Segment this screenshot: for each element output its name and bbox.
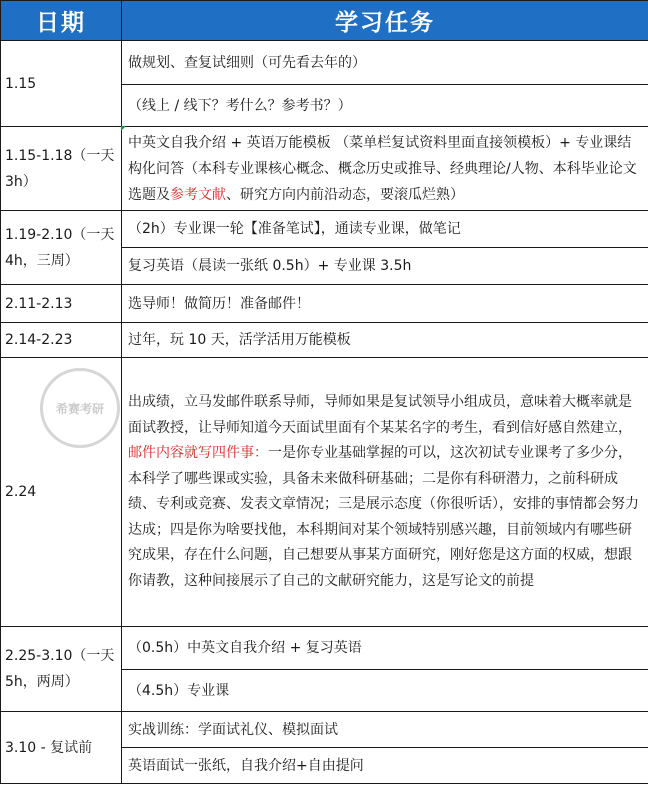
task-cell: （4.5h）专业课 bbox=[122, 670, 648, 712]
header-task: 学习任务 bbox=[122, 1, 648, 41]
date-cell: 1.19-2.10（一天 4h，三周） bbox=[1, 211, 122, 285]
table-header-row bbox=[1, 1, 648, 41]
task-text: 中英文自我介绍 + 英语万能模板 （菜单栏复试资料里面直接领模板）+ 专业课结构化问答（本科专业课核心概念、概念历史或推导、经典理论/人物、本科毕业论文选题及 bbox=[128, 134, 637, 203]
task-cell bbox=[122, 358, 648, 627]
task-cell: 做规划、查复试细则（可先看去年的） bbox=[122, 41, 648, 85]
date-cell: 1.15-1.18（一天 3h） bbox=[1, 127, 122, 211]
task-cell: （0.5h）中英文自我介绍 + 复习英语 bbox=[122, 627, 648, 670]
task-cell: 复习英语（晨读一张纸 0.5h）+ 专业课 3.5h bbox=[122, 248, 648, 285]
task-cell: 英语面试一张纸，自我介绍+自由提问 bbox=[122, 748, 648, 784]
table-row bbox=[1, 211, 648, 248]
task-highlight: 邮件内容就写四件事： bbox=[128, 445, 268, 461]
date-cell: 2.24 bbox=[1, 358, 122, 627]
task-highlight: 参考文献 bbox=[170, 186, 226, 203]
watermark-text: 希赛考研 bbox=[55, 401, 104, 416]
table-row bbox=[1, 285, 648, 323]
task-cell: 选导师！做简历！准备邮件！ bbox=[122, 285, 648, 323]
watermark-logo bbox=[40, 368, 120, 448]
date-cell: 1.15 bbox=[1, 41, 122, 127]
task-cell bbox=[122, 127, 648, 211]
task-cell: 实战训练：学面试礼仪、模拟面试 bbox=[122, 712, 648, 748]
task-cell: （线上 / 线下？考什么？参考书？） bbox=[122, 85, 648, 127]
table-row bbox=[1, 323, 648, 358]
table-row bbox=[1, 41, 648, 85]
header-date: 日期 bbox=[1, 1, 122, 41]
task-text: 一是你专业基础掌握的可以，这次初试专业课考了多少分，本科学了哪些课或实验，具备未来做科研基础；二是你有科研潜力，之前科研成绩、专利或竞赛、发表文章情况；三是展示态度（你很听话），安排的事情都会努力达成；四是你为啥要找他，本科期间对某个领域特别感兴趣，目前领域内有哪些研究成果，存在什么问题，自己想要从事某方面研究，刚好您是这方面的权威，想跟你请教，这种间接展示了自己的文献研究能力，这是写论文的前提 bbox=[128, 445, 639, 589]
task-text: 、研究方向内前沿动态，要滚瓜烂熟） bbox=[226, 186, 464, 203]
table-row bbox=[1, 127, 648, 211]
task-cell: （2h）专业课一轮【准备笔试】，通读专业课，做笔记 bbox=[122, 211, 648, 248]
cell-comment-marker bbox=[121, 126, 126, 131]
date-cell: 2.14-2.23 bbox=[1, 323, 122, 358]
table-row bbox=[1, 627, 648, 670]
task-text: 出成绩，立马发邮件联系导师，导师如果是复试领导小组成员，意味着大概率就是面试教授，让导师知道今天面试里面有个某某名字的考生，看到信好感自然建立， bbox=[128, 394, 632, 436]
date-cell: 2.25-3.10（一天 5h，两周） bbox=[1, 627, 122, 712]
task-cell: 过年，玩 10 天，活学活用万能模板 bbox=[122, 323, 648, 358]
date-cell: 3.10 - 复试前 bbox=[1, 712, 122, 784]
table-row bbox=[1, 712, 648, 748]
date-cell: 2.11-2.13 bbox=[1, 285, 122, 323]
